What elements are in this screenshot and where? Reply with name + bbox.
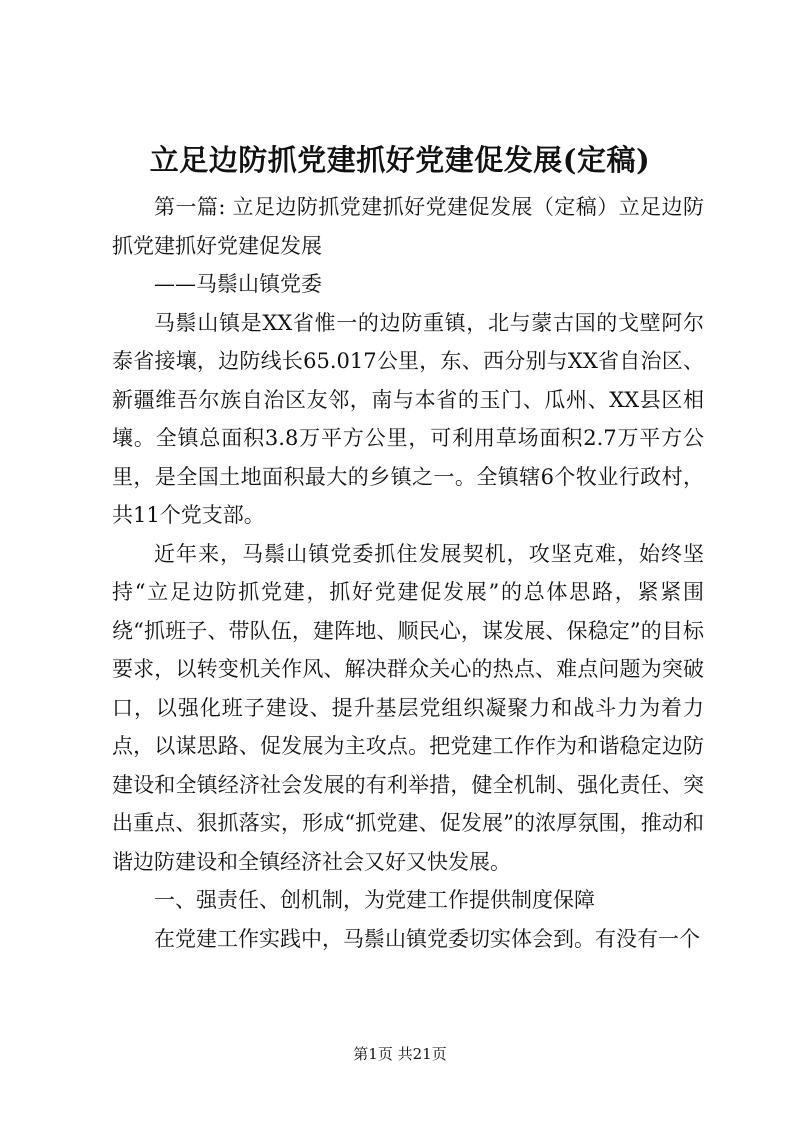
paragraph-author: ——马鬃山镇党委 [154,272,322,296]
document-body [112,188,704,958]
page-number: 第1页 共21页 [353,1045,447,1063]
paragraph-subheading: 一、强责任、创机制，为党建工作提供制度保障 [154,888,595,912]
paragraph-section-heading: 第一篇: 立足边防抓党建抓好党建促发展（定稿）立足边防抓党建抓好党建促发展 [112,195,704,258]
paragraph-overview: 近年来，马鬃山镇党委抓住发展契机，攻坚克难，始终坚持“立足边防抓党建，抓好党建促发展”的总体思路，紧紧围绕“抓班子、带队伍，建阵地、顺民心，谋发展、保稳定”的目标要求，以转变机关作风、解决群众关心的热点、难点问题为突破口，以强化班子建设、提升基层党组织凝聚力和战斗力为着力点，以谋思路、促发展为主攻点。把党建工作作为和谐稳定边防建设和全镇经济社会发展的有利举措，健全机制、强化责任、突出重点、狠抓落实，形成“抓党建、促发展”的浓厚氛围，推动和谐边防建设和全镇经济社会又好又快发展。 [112,541,704,874]
paragraph-intro: 马鬃山镇是XX省惟一的边防重镇，北与蒙古国的戈壁阿尔泰省接壤，边防线长65.017公里，东、西分别与XX省自治区、新疆维吾尔族自治区友邻，南与本省的玉门、瓜州、XX县区相壤。全镇总面积3.8万平方公里，可利用草场面积2.7万平方公里，是全国土地面积最大的乡镇之一。全镇辖6个牧业行政村，共11个党支部。 [112,310,704,527]
paragraph-practice: 在党建工作实践中，马鬃山镇党委切实体会到。有没有一个 [154,926,700,951]
document-title: 立足边防抓党建抓好党建促发展(定稿) [149,143,651,177]
